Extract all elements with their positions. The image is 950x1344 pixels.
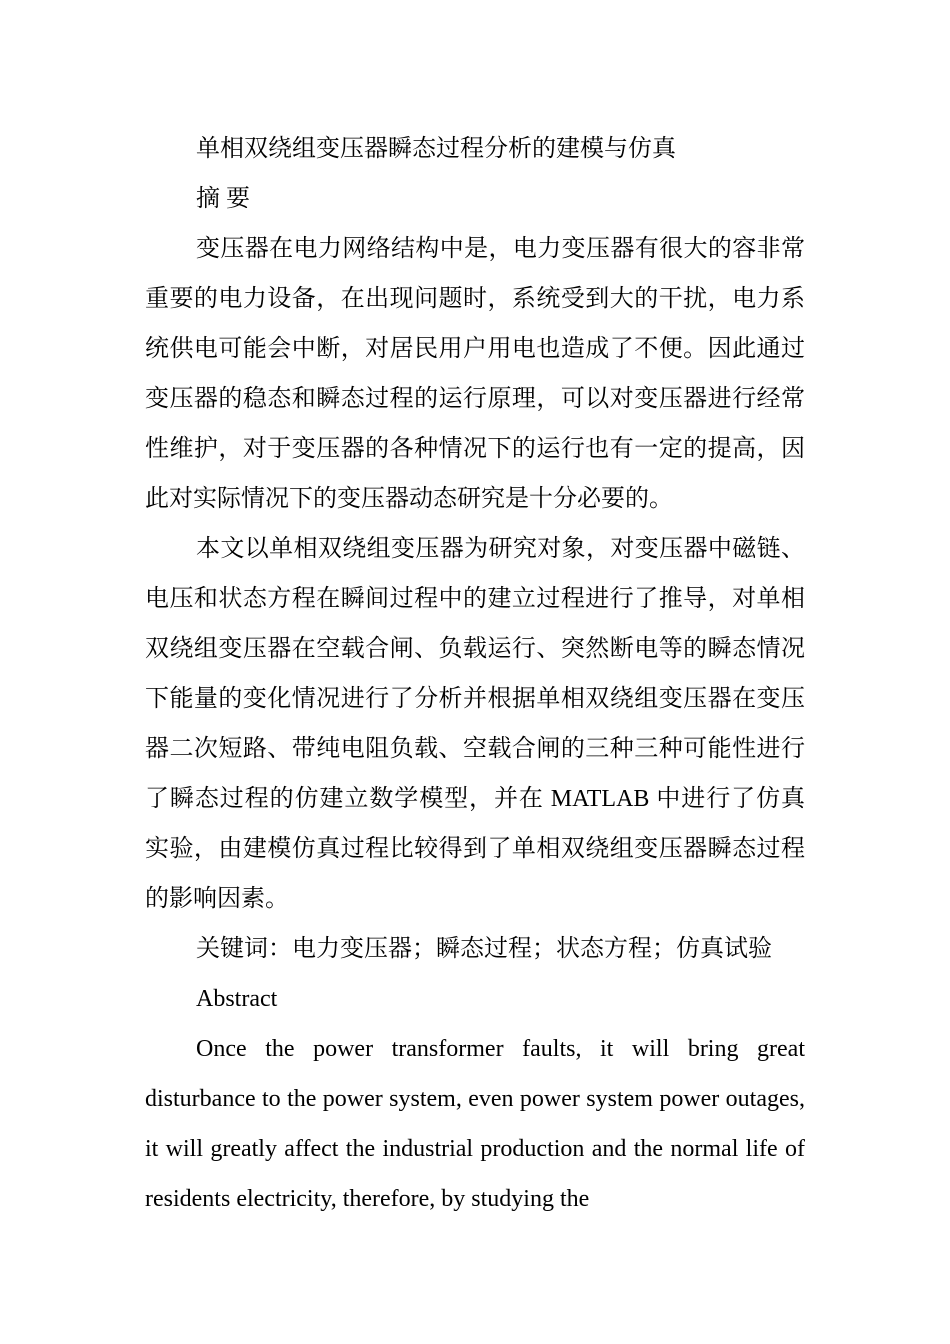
abstract-cn-paragraph-1: 变压器在电力网络结构中是，电力变压器有很大的容非常重要的电力设备，在出现问题时，系统受到大的干扰，电力系统供电可能会中断，对居民用户用电也造成了不便。因此通过变压器的稳态和瞬态过程的运行原理，可以对变压器进行经常性维护，对于变压器的各种情况下的运行也有一定的提高，因此对实际情况下的变压器动态研究是十分必要的。	[145, 236, 805, 512]
abstract-heading-en: Abstract	[196, 986, 278, 1012]
abstract-en-paragraph-1: Once the power transformer faults, it will bring great disturbance to the power system, even power system power outages, it will greatly affect the industrial production and the normal life of residents electricity, therefore, by studying the	[145, 1036, 805, 1212]
document-body	[145, 124, 805, 1224]
abstract-heading-cn: 摘 要	[196, 186, 250, 212]
keywords-cn: 关键词：电力变压器；瞬态过程；状态方程；仿真试验	[196, 936, 772, 962]
document-title: 单相双绕组变压器瞬态过程分析的建模与仿真	[196, 136, 676, 162]
abstract-cn-paragraph-2: 本文以单相双绕组变压器为研究对象，对变压器中磁链、电压和状态方程在瞬间过程中的建立过程进行了推导，对单相双绕组变压器在空载合闸、负载运行、突然断电等的瞬态情况下能量的变化情况进行了分析并根据单相双绕组变压器在变压器二次短路、带纯电阻负载、空载合闸的三种三种可能性进行了瞬态过程的仿建立数学模型，并在 MATLAB 中进行了仿真实验，由建模仿真过程比较得到了单相双绕组变压器瞬态过程的影响因素。	[145, 536, 805, 912]
